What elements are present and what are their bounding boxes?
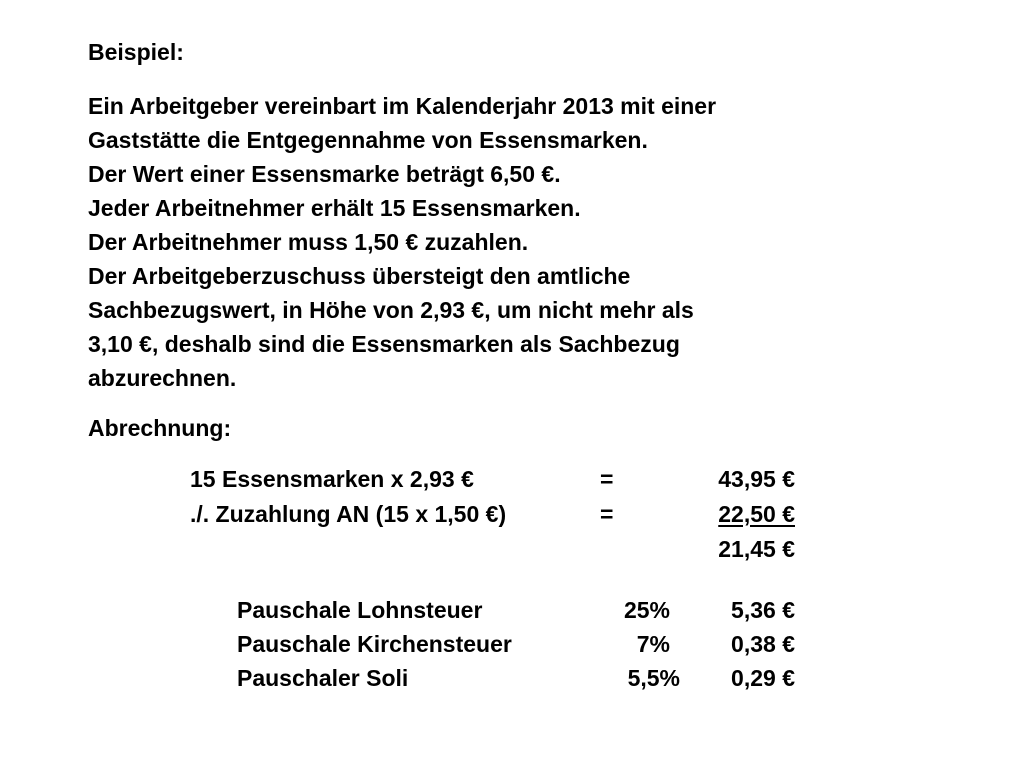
intro-line: Ein Arbeitgeber vereinbart im Kalenderjahr 2013 mit einer [88,93,717,119]
calc-operator: = [600,466,614,492]
tax-amount: 0,29 € [731,665,795,691]
intro-line: 3,10 €, deshalb sind die Essensmarken als Sachbezug [88,331,680,357]
tax-amount: 5,36 € [731,597,795,623]
intro-line: abzurechnen. [88,365,237,391]
calc-operator: = [600,501,614,527]
intro-line: Gaststätte die Entgegennahme von Essensmarken. [88,127,648,153]
intro-line: Der Arbeitgeberzuschuss übersteigt den amtliche [88,263,631,289]
intro-line: Der Wert einer Essensmarke beträgt 6,50 €. [88,161,561,187]
calc-label: ./. Zuzahlung AN (15 x 1,50 €) [190,501,507,527]
tax-rate: 5,5% [627,665,680,691]
tax-rate: 7% [636,631,670,657]
example-heading: Beispiel: [88,39,184,65]
tax-rate: 25% [623,597,670,623]
tax-label: Pauschale Kirchensteuer [237,631,512,657]
calc-amount: 43,95 € [718,466,795,492]
tax-amount: 0,38 € [731,631,795,657]
intro-line: Sachbezugswert, in Höhe von 2,93 €, um nicht mehr als [88,297,694,323]
billing-heading: Abrechnung: [88,415,232,441]
tax-label: Pauschale Lohnsteuer [237,597,483,623]
calc-amount: 22,50 € [718,501,795,527]
calc-label: 15 Essensmarken x 2,93 € [190,466,474,492]
calc-result: 21,45 € [718,536,795,562]
intro-line: Jeder Arbeitnehmer erhält 15 Essensmarken. [88,195,581,221]
tax-label: Pauschaler Soli [237,665,409,691]
intro-line: Der Arbeitnehmer muss 1,50 € zuzahlen. [88,229,529,255]
